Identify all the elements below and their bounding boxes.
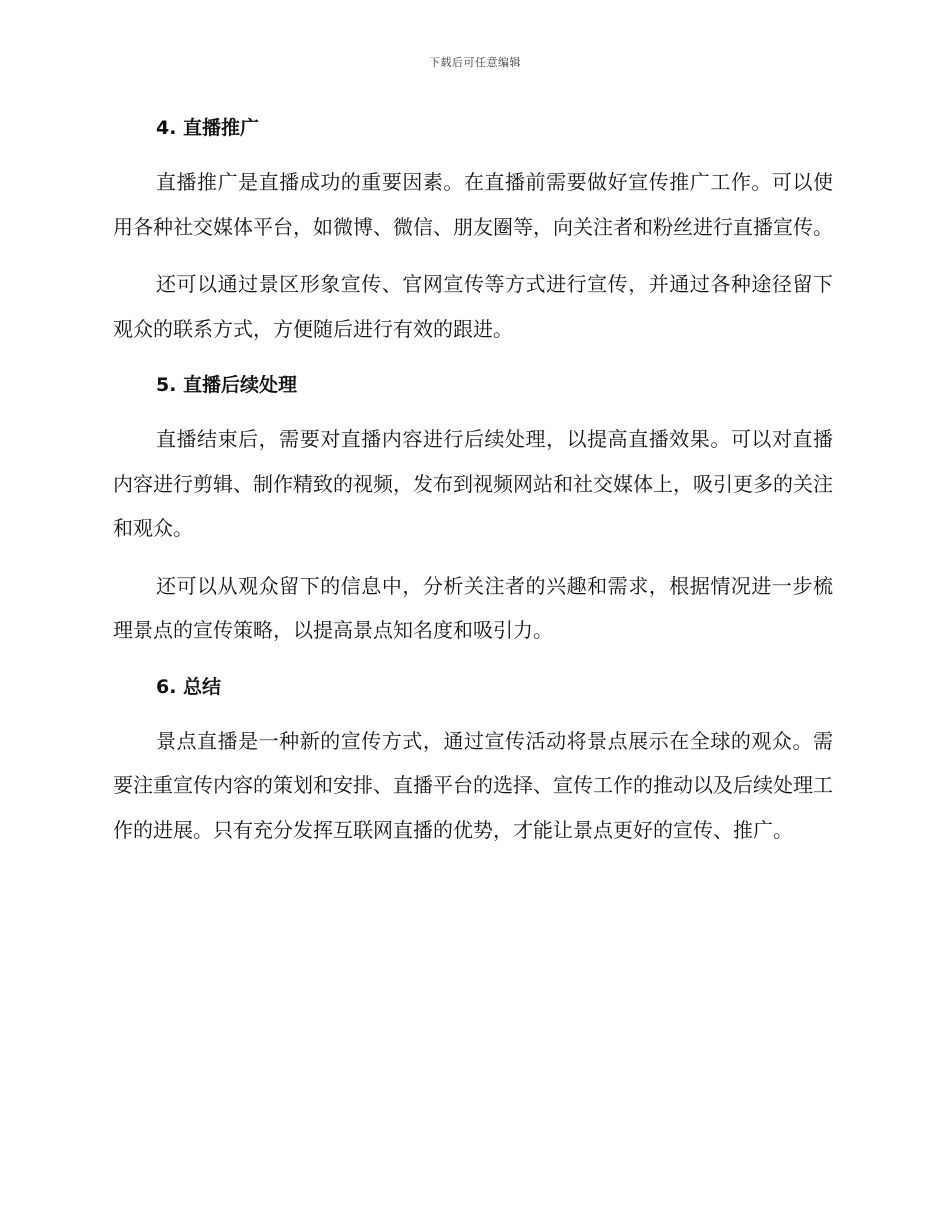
paragraph: 直播结束后，需要对直播内容进行后续处理，以提高直播效果。可以对直播内容进行剪辑、制作精致的视频，发布到视频网站和社交媒体上，吸引更多的关注和观众。 xyxy=(113,427,833,540)
paragraph: 景点直播是一种新的宣传方式，通过宣传活动将景点展示在全球的观众。需要注重宣传内容的策划和安排、直播平台的选择、宣传工作的推动以及后续处理工作的进展。只有充分发挥互联网直播的优势，才能让景点更好的宣传、推广。 xyxy=(113,728,833,842)
paragraph: 还可以从观众留下的信息中，分析关注者的兴趣和需求，根据情况进一步梳理景点的宣传策略，以提高景点知名度和吸引力。 xyxy=(113,573,833,642)
paragraph: 直播推广是直播成功的重要因素。在直播前需要做好宣传推广工作。可以使用各种社交媒体平台，如微博、微信、朋友圈等，向关注者和粉丝进行直播宣传。 xyxy=(113,170,833,239)
document-body xyxy=(113,110,833,852)
paragraph: 还可以通过景区形象宣传、官网宣传等方式进行宣传，并通过各种途径留下观众的联系方式，方便随后进行有效的跟进。 xyxy=(113,272,833,341)
section-heading-summary: 6. 总结 xyxy=(156,675,222,698)
section-heading-live-promotion: 4. 直播推广 xyxy=(156,117,260,139)
section-heading-post-live-processing: 5. 直播后续处理 xyxy=(156,374,298,396)
page-header: 下载后可任意编辑 xyxy=(429,56,521,69)
